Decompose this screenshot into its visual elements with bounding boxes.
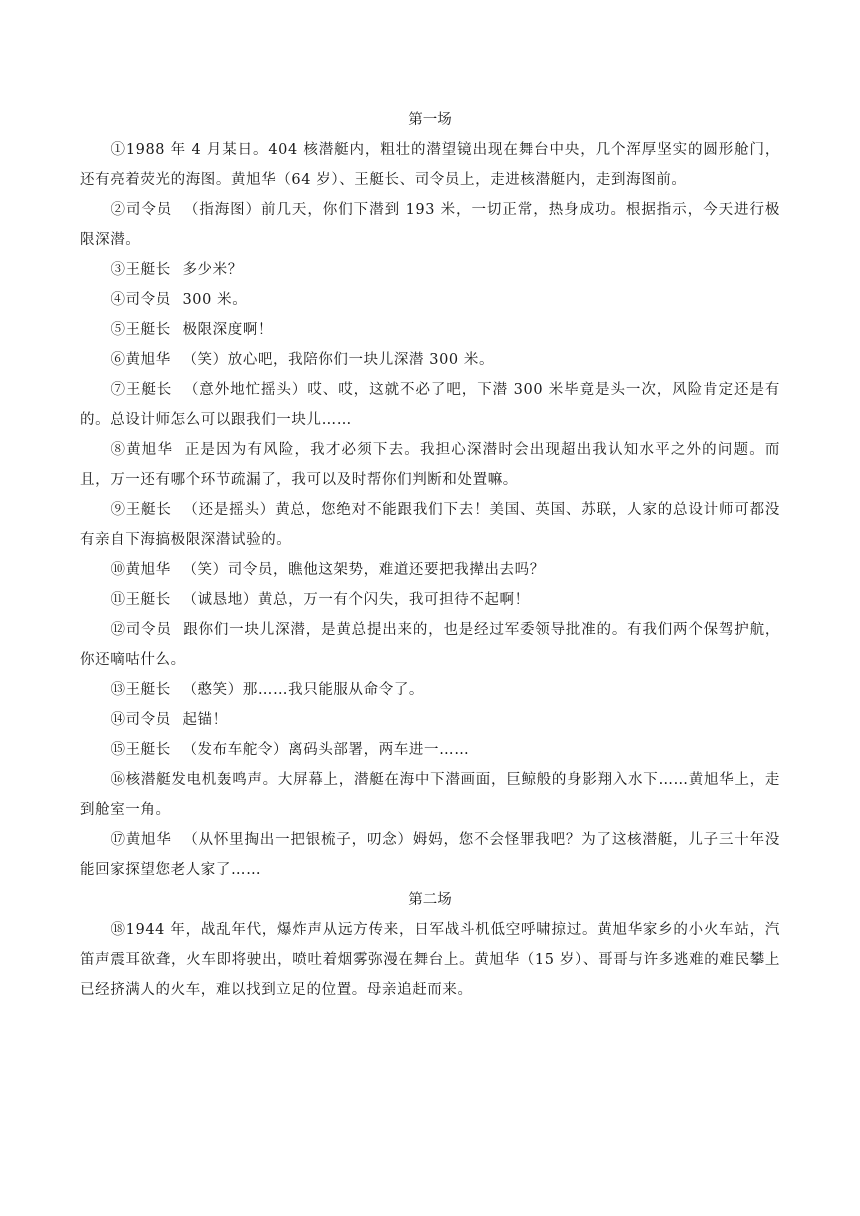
paragraph-10: [80, 555, 780, 585]
dialogue-text: （还是摇头）黄总，您绝对不能跟我们下去！美国、英国、苏联，人家的总设计师可都没有亲自下海搞极限深潜试验的。: [80, 502, 780, 548]
dialogue-text: 正是因为有风险，我才必须下去。我担心深潜时会出现超出我认知水平之外的问题。而且，万一还有哪个环节疏漏了，我可以及时帮你们判断和处置嘛。: [80, 442, 780, 488]
paragraph-7: [80, 375, 780, 435]
speaker-label: ⑤王艇长: [110, 322, 171, 338]
scene-1-title: 第一场: [408, 112, 452, 128]
speaker-label: ⑫司令员: [110, 622, 172, 638]
dialogue-text: （诚恳地）黄总，万一有个闪失，我可担待不起啊！: [182, 592, 530, 608]
speaker-label: ⑩黄旭华: [110, 562, 171, 578]
speaker-label: ⑥黄旭华: [110, 352, 171, 368]
paragraph-12: [80, 615, 780, 675]
paragraph-9: [80, 495, 780, 555]
paragraph-11: [80, 585, 780, 615]
dialogue-text: 多少米？: [182, 262, 243, 278]
speaker-label: ⑦王艇长: [110, 382, 173, 398]
speaker-label: ⑪王艇长: [110, 592, 171, 608]
paragraph-4: [80, 285, 780, 315]
paragraph-8: [80, 435, 780, 495]
paragraph-5: [80, 315, 780, 345]
document-page: [80, 105, 780, 1005]
dialogue-text: （憨笑）那……我只能服从命令了。: [182, 682, 425, 698]
speaker-label: ②司令员: [110, 202, 173, 218]
paragraph-13: [80, 675, 780, 705]
speaker-label: ⑬王艇长: [110, 682, 171, 698]
paragraph-18: ⑱1944 年，战乱年代，爆炸声从远方传来，日军战斗机低空呼啸掠过。黄旭华家乡的小火车站，汽笛声震耳欲聋，火车即将驶出，喷吐着烟雾弥漫在舞台上。黄旭华（15 岁）、哥哥与许多逃难的难民攀上已经挤满人的火车，难以找到立足的位置。母亲追赶而来。: [80, 922, 780, 998]
paragraph-1: ①1988 年 4 月某日。404 核潜艇内，粗壮的潜望镜出现在舞台中央，几个浑厚坚实的圆形舱门，还有亮着荧光的海图。黄旭华（64 岁）、王艇长、司令员上，走进核潜艇内，走到海图前。: [80, 142, 780, 188]
dialogue-text: 跟你们一块儿深潜，是黄总提出来的，也是经过军委领导批准的。有我们两个保驾护航，你还嘀咕什么。: [80, 622, 780, 668]
paragraph-14: [80, 705, 780, 735]
speaker-label: ⑧黄旭华: [110, 442, 174, 458]
dialogue-text: （笑）司令员，瞧他这架势，难道还要把我撵出去吗？: [182, 562, 545, 578]
dialogue-text: （指海图）前几天，你们下潜到 193 米，一切正常，热身成功。根据指示，今天进行极限深潜。: [80, 202, 780, 248]
speaker-label: ④司令员: [110, 292, 171, 308]
dialogue-text: （发布车舵令）离码头部署，两车进一……: [182, 742, 470, 758]
speaker-label: ③王艇长: [110, 262, 171, 278]
dialogue-text: （笑）放心吧，我陪你们一块儿深潜 300 米。: [182, 352, 495, 368]
speaker-label: ⑨王艇长: [110, 502, 172, 518]
dialogue-text: 极限深度啊！: [182, 322, 274, 338]
speaker-label: ⑰黄旭华: [110, 832, 172, 848]
paragraph-15: [80, 735, 780, 765]
dialogue-text: 300 米。: [182, 292, 248, 308]
dialogue-text: （从怀里掏出一把银梳子，叨念）姆妈，您不会怪罪我吧？为了这核潜艇，儿子三十年没能回家探望您老人家了……: [80, 832, 780, 878]
speaker-label: ⑭司令员: [110, 712, 171, 728]
paragraph-3: [80, 255, 780, 285]
paragraph-16: ⑯核潜艇发电机轰鸣声。大屏幕上，潜艇在海中下潜画面，巨鲸般的身影翔入水下……黄旭华上，走到舱室一角。: [80, 772, 780, 818]
speaker-label: ⑮王艇长: [110, 742, 171, 758]
paragraph-2: [80, 195, 780, 255]
paragraph-6: [80, 345, 780, 375]
scene-2-title: 第二场: [408, 892, 452, 908]
dialogue-text: 起锚！: [182, 712, 228, 728]
paragraph-17: [80, 825, 780, 885]
dialogue-text: （意外地忙摇头）哎、哎，这就不必了吧，下潜 300 米毕竟是头一次，风险肯定还是有的。总设计师怎么可以跟我们一块儿……: [80, 382, 780, 428]
